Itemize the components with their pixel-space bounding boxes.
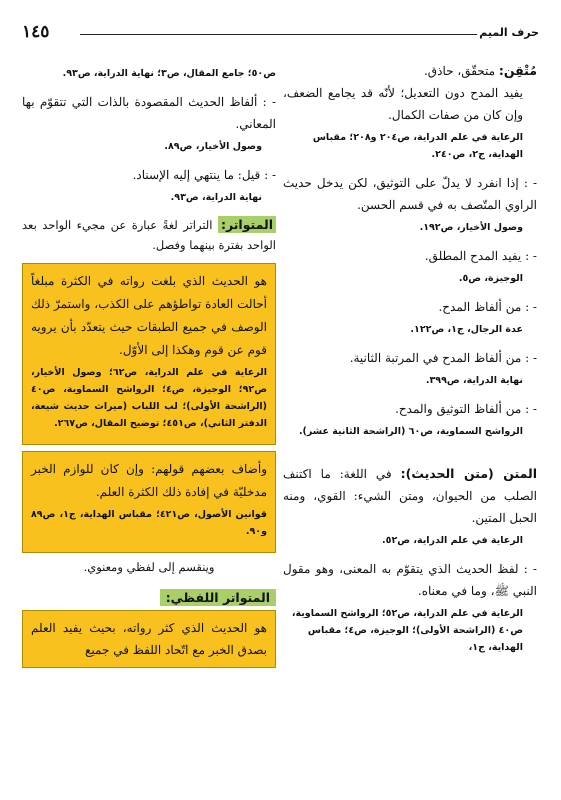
box-text: هو الحديث الذي بلغت رواته في الكثرة مبلغاً أحالت العادة تواطؤهم على الكذب، واستمرّ ذلك الوصف في جميع الطبقات حيث يتعدّد بأن يرويه قوم عن قوم وهكذا إلى الأوّل. bbox=[31, 274, 267, 357]
entry-text: يفيد المدح دون التعديل؛ لأنّه قد يجامع الضعف، وإن كان من صفات الكمال. bbox=[283, 86, 523, 122]
left-column bbox=[22, 62, 276, 668]
header-rule bbox=[80, 34, 477, 35]
entry-text: - : من ألفاظ المدح. bbox=[438, 300, 537, 314]
entry-text: - : ألفاظ الحديث المقصودة بالذات التي تتقوّم بها المعاني. bbox=[22, 95, 276, 131]
source-reference: الرعاية في علم الدراية، ص٦٢؛ وصول الأخيار، ص٩٢؛ الوجيزة، ص٤؛ الرواشح السماوية، ص٤٠ (الراشحة الأولى)؛ لب اللباب (ميراث حديث شيعة، الدفتر الثاني)، ص٤٥١؛ توضيح المقال، ص٢٦٧. bbox=[31, 367, 267, 429]
page-number: ١٤٥ bbox=[22, 22, 50, 42]
entry-text: - : من ألفاظ التوثيق والمدح. bbox=[395, 402, 537, 416]
term-mutawatir: المتواتر: bbox=[218, 216, 276, 233]
entry-text: - : لفظ الحديث الذي يتقوّم به المعنى، وهو مقول النبي ﷺ، وما في معناه. bbox=[283, 562, 537, 598]
def-mutawatir: التراتر لغةً عبارة عن مجيء الواحد بعد الواحد بفترة بينهما وفصل. bbox=[22, 218, 276, 252]
source-reference: الرواشح السماوية، ص٦٠ (الراشحة الثانية عشر). bbox=[298, 426, 523, 437]
term-matn: المتن (متن الحديث): bbox=[400, 466, 537, 481]
entry-text: - : قيل: ما ينتهي إليه الإسناد. bbox=[132, 168, 276, 182]
highlight-box bbox=[22, 451, 276, 553]
source-reference: وصول الأخيار، ص١٩٢. bbox=[419, 222, 523, 233]
source-reference: نهاية الدراية، ص٩٣. bbox=[170, 192, 262, 203]
source-reference: وصول الأخيار، ص٨٩. bbox=[164, 141, 262, 152]
entry-matn bbox=[283, 463, 537, 529]
term-mutqin: مُتْقِن: bbox=[498, 63, 537, 78]
entry-text: - : يفيد المدح المطلق. bbox=[424, 249, 537, 263]
source-reference: الرعاية في علم الدراية، ص٢٠٤ و٢٠٨؛ مقباس الهداية، ج٢، ص٢٤٠. bbox=[312, 132, 523, 160]
spacer bbox=[283, 449, 537, 463]
source-reference: نهاية الدراية، ص٣٩٩. bbox=[425, 375, 523, 386]
highlight-box bbox=[22, 263, 276, 445]
box-text: هو الحديث الذي كثر رواته، بحيث يفيد العلم بصدق الخبر مع اتّحاد اللفظ في جميع bbox=[31, 621, 267, 657]
source-reference: الوجيزة، ص٥. bbox=[458, 273, 523, 284]
box-text: وأضاف بعضهم قولهم: وإن كان للوازم الخبر مدخليّة في إفادة ذلك الكثرة العلم. bbox=[31, 462, 267, 499]
highlight-box bbox=[22, 610, 276, 668]
heading-wrap bbox=[22, 587, 276, 606]
entry-text: - : إذا انفرد لا يدلّ على التوثيق، لكن يدخل حديث الراوي المتّصف به في قسم الحسن. bbox=[283, 176, 537, 212]
source-reference: الرعاية في علم الدراية، ص٥٢؛ الرواشح السماوية، ص٤٠ (الراشحة الأولى)؛ الوجيزة، ص٤؛ مقباس الهداية، ج١، bbox=[291, 608, 523, 653]
term-mutawatir-lafzi: المتواتر اللفظي: bbox=[160, 589, 276, 606]
def-mutqin: متحقّق، حاذق. bbox=[423, 64, 496, 78]
page-header bbox=[22, 22, 539, 44]
entry-mutqin bbox=[283, 60, 537, 82]
chapter-title: حرف الميم bbox=[479, 26, 539, 39]
source-reference: عدة الرجال، ج١، ص١٢٢. bbox=[410, 324, 523, 335]
source-reference: قوانين الأصول، ص٤٢١؛ مقباس الهداية، ج١، ص٨٩ و٩٠. bbox=[31, 509, 267, 537]
right-column bbox=[283, 60, 537, 665]
source-reference: ص٥٠؛ جامع المقال، ص٣؛ نهاية الدراية، ص٩٣. bbox=[62, 68, 276, 79]
division-note: وينقسم إلى لفظي ومعنوي. bbox=[83, 560, 215, 574]
entry-mutawatir bbox=[22, 215, 276, 255]
def-matn: في اللغة: ما اكتنف الصلب من الحيوان، ومتن الشيء: القوي، ومنه الحبل المتين. bbox=[283, 467, 537, 525]
entry-text: - : من ألفاظ المدح في المرتبة الثانية. bbox=[349, 351, 537, 365]
source-reference: الرعاية في علم الدراية، ص٥٢. bbox=[382, 535, 523, 546]
